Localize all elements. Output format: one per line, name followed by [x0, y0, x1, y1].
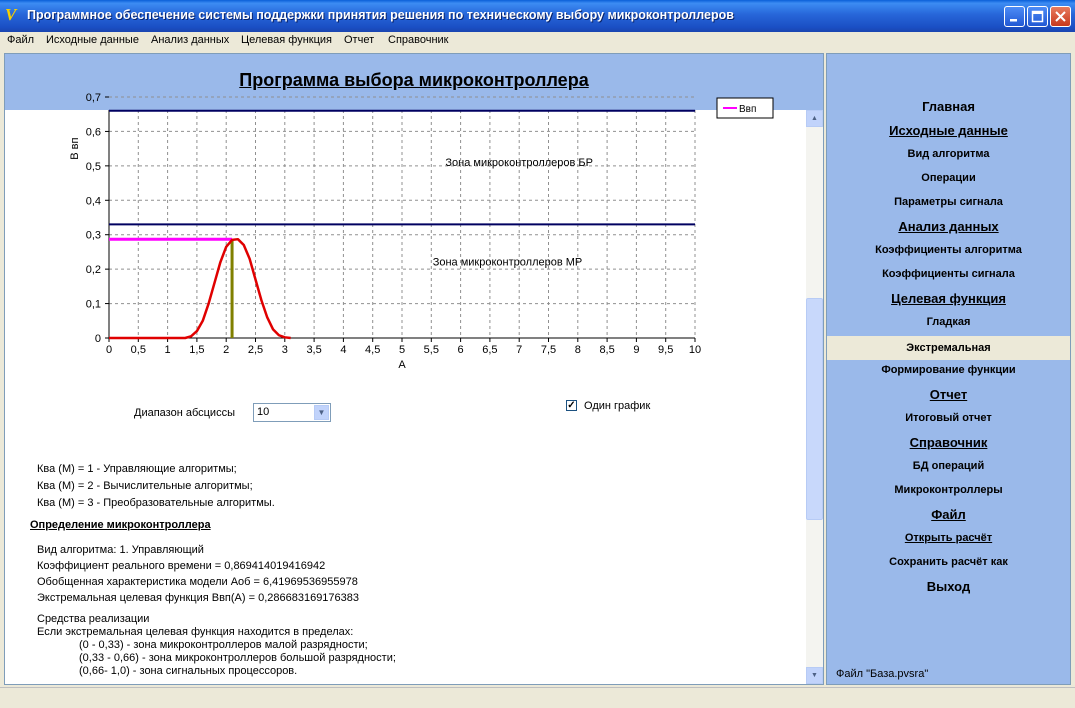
x-tick-label: 8,5 — [599, 344, 615, 356]
means-intro: Если экстремальная целевая функция находится в пределах: — [37, 626, 354, 638]
y-axis-label: В вп — [69, 137, 81, 160]
result-model-char: Обобщенная характеристика модели Аоб = 6,41969536955978 — [37, 576, 358, 588]
result-realtime-coef: Коэффициент реального времени = 0,869414019416942 — [37, 560, 326, 572]
sidebar-item-exit[interactable]: Выход — [926, 579, 971, 594]
sidebar-item-algorithm-type[interactable]: Вид алгоритма — [907, 148, 990, 160]
x-tick-label: 8 — [574, 344, 581, 356]
y-tick-label: 0 — [94, 333, 101, 345]
sidebar-section-reference[interactable]: Справочник — [909, 435, 988, 450]
range-value: 10 — [257, 406, 270, 418]
menu-reference[interactable]: Справочник — [388, 34, 449, 46]
sidebar-item-operations[interactable]: Операции — [921, 172, 976, 184]
sidebar-item-signal-params[interactable]: Параметры сигнала — [894, 196, 1003, 208]
kva-line: Ква (М) = 3 - Преобразовательные алгоритмы. — [37, 497, 275, 509]
x-tick-label: 7,5 — [540, 344, 557, 356]
menu-file[interactable]: Файл — [7, 34, 35, 46]
menu-bar — [0, 32, 1075, 50]
x-tick-label: 1 — [164, 344, 171, 356]
close-icon — [1051, 7, 1070, 26]
x-axis-label: А — [398, 359, 406, 371]
means-item: (0 - 0,33) - зона микроконтроллеров малой разрядности; — [79, 639, 368, 651]
range-label: Диапазон абсциссы — [134, 407, 235, 419]
main-panel — [4, 53, 824, 685]
sidebar-item-microcontrollers[interactable]: Микроконтроллеры — [894, 484, 1003, 496]
definition-heading: Определение микроконтроллера — [30, 519, 211, 531]
x-tick-label: 2 — [223, 344, 230, 356]
x-tick-label: 3,5 — [306, 344, 322, 356]
sidebar-item-save-calc-as[interactable]: Сохранить расчёт как — [889, 556, 1008, 568]
kva-line: Ква (М) = 1 - Управляющие алгоритмы; — [37, 463, 237, 475]
title-bar — [0, 0, 1075, 32]
x-tick-label: 6 — [457, 344, 464, 356]
sidebar-item-main[interactable]: Главная — [922, 99, 975, 114]
y-tick-label: 0,6 — [85, 126, 101, 139]
y-tick-label: 0,7 — [85, 92, 101, 104]
x-tick-label: 5,5 — [423, 344, 439, 356]
maximize-icon — [1028, 7, 1047, 26]
sidebar — [826, 53, 1071, 685]
sidebar-item-open-calc[interactable]: Открыть расчёт — [904, 532, 993, 544]
sidebar-item-algorithm-coefs[interactable]: Коэффициенты алгоритма — [875, 244, 1022, 256]
zone-annotation: Зона микроконтроллеров МР — [432, 256, 583, 269]
x-tick-label: 5 — [398, 344, 406, 356]
sidebar-item-smooth[interactable]: Гладкая — [926, 316, 971, 328]
sidebar-item-final-report[interactable]: Итоговый отчет — [905, 412, 992, 424]
means-item: (0,66- 1,0) - зона сигнальных процессоров. — [79, 665, 298, 677]
y-tick-label: 0,4 — [85, 195, 101, 208]
sidebar-section-report[interactable]: Отчет — [929, 387, 968, 402]
x-tick-label: 10 — [688, 344, 702, 356]
sidebar-section-target-function[interactable]: Целевая функция — [891, 291, 1006, 306]
x-tick-label: 7 — [516, 344, 523, 356]
single-chart-label: Один график — [584, 400, 651, 412]
legend-label: Ввп — [739, 104, 757, 115]
chart — [5, 92, 805, 380]
zone-annotation: Зона микроконтроллеров БР — [445, 156, 593, 169]
x-tick-label: 3 — [281, 344, 288, 356]
page-title: Программа выбора микроконтроллера — [239, 70, 589, 90]
sidebar-section-file[interactable]: Файл — [931, 507, 966, 522]
y-tick-label: 0,3 — [85, 229, 101, 242]
result-extremum: Экстремальная целевая функция Ввп(А) = 0,286683169176383 — [37, 592, 360, 604]
window-title: Программное обеспечение системы поддержки принятия решения по техническому выбору микроконтроллеров — [27, 8, 734, 22]
sidebar-section-source-data[interactable]: Исходные данные — [889, 123, 1008, 138]
x-tick-label: 6,5 — [482, 344, 498, 356]
scroll-down-button[interactable]: ▼ — [806, 667, 823, 684]
means-title: Средства реализации — [37, 613, 150, 625]
x-tick-label: 0 — [105, 344, 113, 356]
sidebar-file-label: Файл "База.pvsra" — [836, 668, 929, 680]
series-line — [109, 239, 291, 338]
status-bar — [0, 687, 1075, 708]
minimize-button[interactable] — [1004, 6, 1025, 27]
result-algorithm: Вид алгоритма: 1. Управляющий — [37, 544, 204, 556]
x-tick-label: 4 — [340, 344, 347, 356]
single-chart-checkbox[interactable]: ✓ — [567, 400, 576, 411]
chevron-down-icon[interactable]: ▼ — [314, 405, 329, 420]
means-item: (0,33 - 0,66) - зона микроконтроллеров большой разрядности; — [79, 652, 396, 664]
app-icon: V — [5, 5, 17, 24]
vertical-scrollbar[interactable] — [806, 110, 823, 684]
sidebar-item-signal-coefs[interactable]: Коэффициенты сигнала — [882, 268, 1015, 280]
x-tick-label: 9 — [633, 344, 640, 356]
sidebar-item-function-forming[interactable]: Формирование функции — [881, 364, 1016, 376]
y-tick-label: 0,2 — [85, 264, 101, 277]
y-tick-label: 0,5 — [85, 160, 101, 173]
close-button[interactable] — [1050, 6, 1071, 27]
sidebar-item-extremal[interactable]: Экстремальная — [827, 336, 1070, 360]
x-tick-label: 4,5 — [365, 344, 381, 356]
maximize-button[interactable] — [1027, 6, 1048, 27]
sidebar-item-operations-db[interactable]: БД операций — [912, 460, 985, 472]
scroll-up-button[interactable]: ▲ — [806, 110, 823, 127]
x-tick-label: 0,5 — [130, 344, 146, 356]
header-band — [5, 54, 823, 110]
minimize-icon — [1005, 7, 1024, 26]
scroll-thumb[interactable] — [806, 298, 823, 520]
menu-source-data[interactable]: Исходные данные — [46, 34, 139, 46]
menu-report[interactable]: Отчет — [344, 34, 375, 46]
x-tick-label: 1,5 — [189, 344, 205, 356]
menu-target-function[interactable]: Целевая функция — [241, 34, 332, 46]
range-select[interactable] — [253, 403, 331, 422]
menu-data-analysis[interactable]: Анализ данных — [151, 34, 230, 46]
x-tick-label: 2,5 — [247, 344, 264, 356]
sidebar-section-data-analysis[interactable]: Анализ данных — [898, 219, 999, 234]
x-tick-label: 9,5 — [658, 344, 674, 356]
y-tick-label: 0,1 — [85, 298, 101, 311]
kva-line: Ква (М) = 2 - Вычислительные алгоритмы; — [37, 480, 253, 492]
